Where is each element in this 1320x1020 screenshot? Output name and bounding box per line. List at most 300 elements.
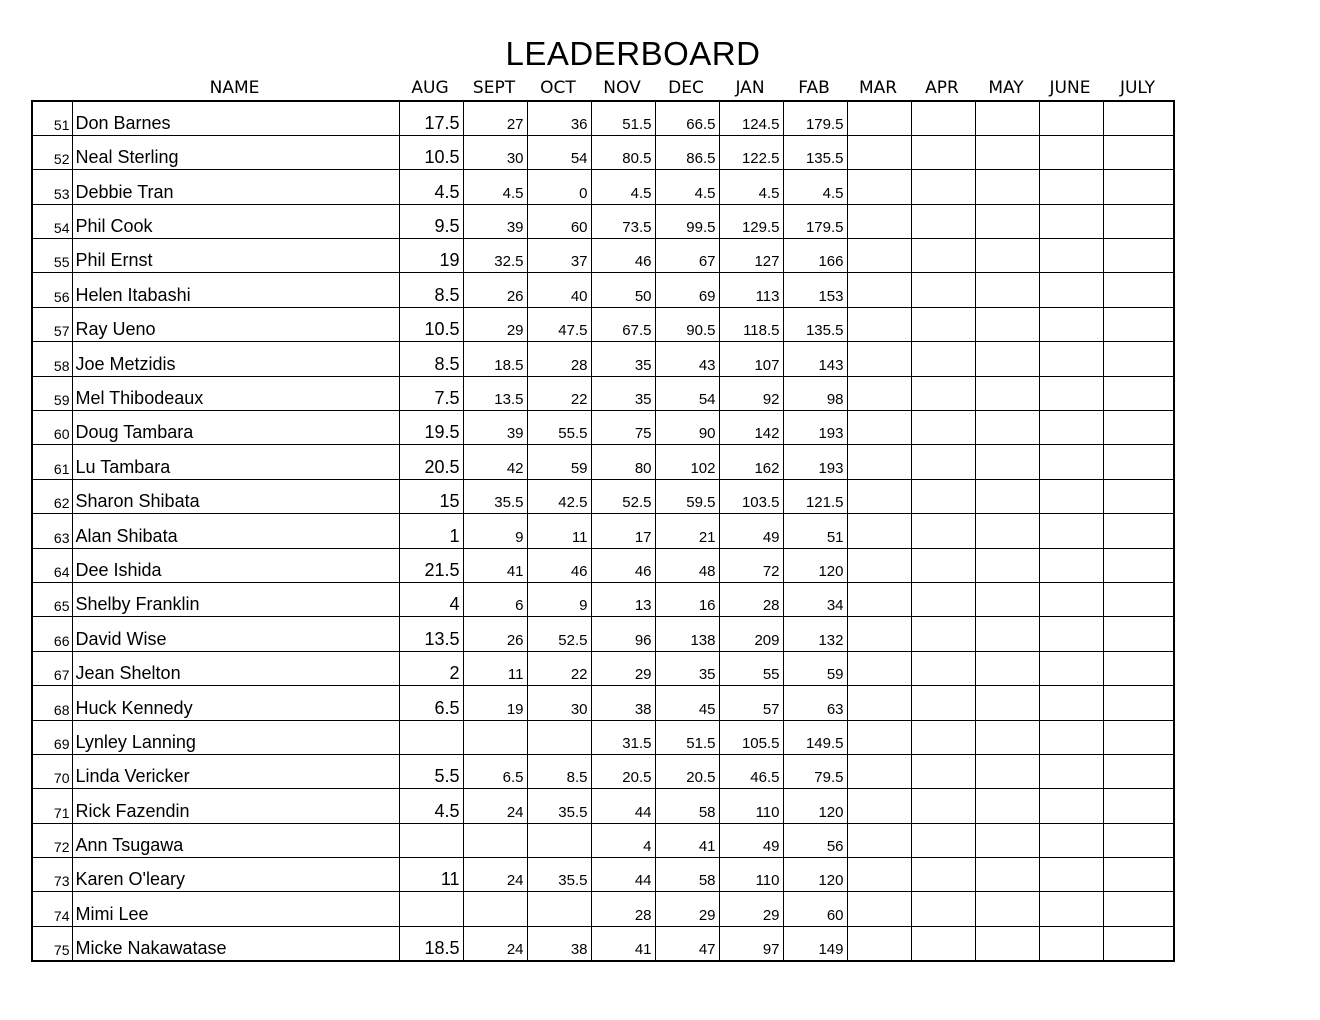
score-cell-mar <box>847 411 911 445</box>
score-cell-apr <box>911 892 975 926</box>
score-cell-may <box>975 445 1039 479</box>
score-cell-jan: 28 <box>719 582 783 616</box>
score-cell-july <box>1103 926 1174 960</box>
table-row <box>32 170 1174 204</box>
score-cell-july <box>1103 445 1174 479</box>
score-cell-jan: 29 <box>719 892 783 926</box>
score-cell-sept: 24 <box>463 926 527 960</box>
score-cell-apr <box>911 514 975 548</box>
score-cell-jan: 127 <box>719 239 783 273</box>
score-cell-aug: 1 <box>399 514 463 548</box>
score-cell-mar <box>847 342 911 376</box>
score-cell-july <box>1103 651 1174 685</box>
score-cell-dec: 138 <box>655 617 719 651</box>
score-cell-sept: 26 <box>463 617 527 651</box>
score-cell-sept: 39 <box>463 204 527 238</box>
score-cell-nov: 4.5 <box>591 170 655 204</box>
score-cell-nov: 44 <box>591 789 655 823</box>
score-cell-dec: 99.5 <box>655 204 719 238</box>
score-cell-mar <box>847 754 911 788</box>
score-cell-nov: 35 <box>591 342 655 376</box>
score-cell-nov: 41 <box>591 926 655 960</box>
table-row <box>32 926 1174 960</box>
score-cell-may <box>975 411 1039 445</box>
score-cell-july <box>1103 170 1174 204</box>
score-cell-dec: 90 <box>655 411 719 445</box>
score-cell-nov: 80.5 <box>591 135 655 169</box>
score-cell-aug: 4.5 <box>399 170 463 204</box>
score-cell-fab: 149 <box>783 926 847 960</box>
score-cell-nov: 46 <box>591 548 655 582</box>
score-cell-apr <box>911 789 975 823</box>
score-cell-dec: 67 <box>655 239 719 273</box>
score-cell-jan: 72 <box>719 548 783 582</box>
score-cell-jan: 110 <box>719 789 783 823</box>
score-cell-apr <box>911 479 975 513</box>
score-cell-fab: 51 <box>783 514 847 548</box>
column-header-oct: OCT <box>540 78 576 98</box>
column-header-may: MAY <box>988 78 1024 98</box>
score-cell-june <box>1039 651 1103 685</box>
score-cell-june <box>1039 858 1103 892</box>
score-cell-fab: 135.5 <box>783 135 847 169</box>
score-cell-jan: 92 <box>719 376 783 410</box>
score-cell-aug <box>399 892 463 926</box>
score-cell-june <box>1039 170 1103 204</box>
score-cell-jan: 122.5 <box>719 135 783 169</box>
score-cell-dec: 59.5 <box>655 479 719 513</box>
score-cell-apr <box>911 170 975 204</box>
score-cell-may <box>975 754 1039 788</box>
score-cell-june <box>1039 789 1103 823</box>
score-cell-aug: 9.5 <box>399 204 463 238</box>
score-cell-july <box>1103 617 1174 651</box>
score-cell-may <box>975 101 1039 135</box>
score-cell-sept: 26 <box>463 273 527 307</box>
score-cell-apr <box>911 445 975 479</box>
score-cell-jan: 105.5 <box>719 720 783 754</box>
score-cell-sept: 18.5 <box>463 342 527 376</box>
table-row <box>32 342 1174 376</box>
score-cell-oct: 52.5 <box>527 617 591 651</box>
score-cell-dec: 54 <box>655 376 719 410</box>
score-cell-june <box>1039 135 1103 169</box>
score-cell-june <box>1039 239 1103 273</box>
score-cell-july <box>1103 582 1174 616</box>
score-cell-oct: 54 <box>527 135 591 169</box>
score-cell-mar <box>847 514 911 548</box>
score-cell-dec: 90.5 <box>655 307 719 341</box>
score-cell-may <box>975 686 1039 720</box>
score-cell-may <box>975 858 1039 892</box>
score-cell-dec: 21 <box>655 514 719 548</box>
score-cell-sept: 4.5 <box>463 170 527 204</box>
score-cell-fab: 193 <box>783 445 847 479</box>
score-cell-fab: 135.5 <box>783 307 847 341</box>
table-row <box>32 582 1174 616</box>
column-header-aug: AUG <box>411 78 449 98</box>
score-cell-oct: 60 <box>527 204 591 238</box>
score-cell-jan: 46.5 <box>719 754 783 788</box>
score-cell-mar <box>847 479 911 513</box>
score-cell-oct <box>527 892 591 926</box>
player-name-cell: Alan Shibata <box>72 514 399 548</box>
score-cell-nov: 29 <box>591 651 655 685</box>
table-row <box>32 617 1174 651</box>
score-cell-oct: 9 <box>527 582 591 616</box>
score-cell-fab: 34 <box>783 582 847 616</box>
score-cell-jan: 57 <box>719 686 783 720</box>
score-cell-oct: 37 <box>527 239 591 273</box>
score-cell-mar <box>847 239 911 273</box>
player-name-cell: Dee Ishida <box>72 548 399 582</box>
score-cell-oct: 46 <box>527 548 591 582</box>
score-cell-dec: 86.5 <box>655 135 719 169</box>
score-cell-apr <box>911 823 975 857</box>
table-row <box>32 101 1174 135</box>
score-cell-apr <box>911 342 975 376</box>
score-cell-june <box>1039 411 1103 445</box>
row-number: 58 <box>32 342 72 376</box>
score-cell-july <box>1103 273 1174 307</box>
score-cell-dec: 51.5 <box>655 720 719 754</box>
score-cell-oct: 30 <box>527 686 591 720</box>
score-cell-mar <box>847 651 911 685</box>
score-cell-mar <box>847 548 911 582</box>
score-cell-aug: 4 <box>399 582 463 616</box>
score-cell-june <box>1039 342 1103 376</box>
score-cell-may <box>975 582 1039 616</box>
score-cell-sept: 24 <box>463 789 527 823</box>
score-cell-jan: 49 <box>719 514 783 548</box>
score-cell-aug <box>399 823 463 857</box>
score-cell-mar <box>847 582 911 616</box>
score-cell-sept: 27 <box>463 101 527 135</box>
row-number: 52 <box>32 135 72 169</box>
column-header-fab: FAB <box>798 78 830 98</box>
score-cell-mar <box>847 858 911 892</box>
score-cell-nov: 67.5 <box>591 307 655 341</box>
player-name-cell: Huck Kennedy <box>72 686 399 720</box>
table-row <box>32 686 1174 720</box>
score-cell-may <box>975 239 1039 273</box>
score-cell-dec: 48 <box>655 548 719 582</box>
score-cell-dec: 45 <box>655 686 719 720</box>
score-cell-aug: 4.5 <box>399 789 463 823</box>
score-cell-july <box>1103 307 1174 341</box>
score-cell-july <box>1103 686 1174 720</box>
player-name-cell: Joe Metzidis <box>72 342 399 376</box>
score-cell-jan: 162 <box>719 445 783 479</box>
score-cell-july <box>1103 548 1174 582</box>
score-cell-july <box>1103 823 1174 857</box>
score-cell-mar <box>847 376 911 410</box>
score-cell-oct: 40 <box>527 273 591 307</box>
column-header-jan: JAN <box>735 78 765 98</box>
player-name-cell: Ray Ueno <box>72 307 399 341</box>
score-cell-june <box>1039 754 1103 788</box>
score-cell-may <box>975 204 1039 238</box>
score-cell-apr <box>911 754 975 788</box>
score-cell-july <box>1103 376 1174 410</box>
table-row <box>32 548 1174 582</box>
score-cell-apr <box>911 858 975 892</box>
table-row <box>32 789 1174 823</box>
table-row <box>32 514 1174 548</box>
score-cell-aug: 18.5 <box>399 926 463 960</box>
score-cell-mar <box>847 101 911 135</box>
row-number: 73 <box>32 858 72 892</box>
score-cell-oct: 35.5 <box>527 858 591 892</box>
row-number: 67 <box>32 651 72 685</box>
score-cell-fab: 120 <box>783 548 847 582</box>
leaderboard-table <box>31 100 1175 962</box>
score-cell-sept: 29 <box>463 307 527 341</box>
score-cell-oct: 59 <box>527 445 591 479</box>
score-cell-june <box>1039 445 1103 479</box>
table-row <box>32 754 1174 788</box>
score-cell-may <box>975 720 1039 754</box>
table-row <box>32 204 1174 238</box>
score-cell-aug: 2 <box>399 651 463 685</box>
score-cell-apr <box>911 376 975 410</box>
score-cell-nov: 31.5 <box>591 720 655 754</box>
score-cell-june <box>1039 892 1103 926</box>
table-row <box>32 239 1174 273</box>
player-name-cell: Shelby Franklin <box>72 582 399 616</box>
score-cell-aug: 11 <box>399 858 463 892</box>
score-cell-oct: 55.5 <box>527 411 591 445</box>
score-cell-oct: 11 <box>527 514 591 548</box>
row-number: 70 <box>32 754 72 788</box>
score-cell-dec: 43 <box>655 342 719 376</box>
table-row <box>32 273 1174 307</box>
column-header-nov: NOV <box>603 78 641 98</box>
score-cell-fab: 179.5 <box>783 101 847 135</box>
score-cell-nov: 80 <box>591 445 655 479</box>
row-number: 62 <box>32 479 72 513</box>
score-cell-fab: 166 <box>783 239 847 273</box>
score-cell-apr <box>911 135 975 169</box>
score-cell-june <box>1039 686 1103 720</box>
score-cell-oct: 8.5 <box>527 754 591 788</box>
score-cell-nov: 13 <box>591 582 655 616</box>
player-name-cell: Linda Vericker <box>72 754 399 788</box>
score-cell-may <box>975 514 1039 548</box>
score-cell-oct: 0 <box>527 170 591 204</box>
player-name-cell: Micke Nakawatase <box>72 926 399 960</box>
score-cell-aug: 10.5 <box>399 307 463 341</box>
score-cell-june <box>1039 823 1103 857</box>
score-cell-may <box>975 135 1039 169</box>
score-cell-july <box>1103 479 1174 513</box>
score-cell-sept: 24 <box>463 858 527 892</box>
player-name-cell: Helen Itabashi <box>72 273 399 307</box>
score-cell-oct: 42.5 <box>527 479 591 513</box>
score-cell-oct: 28 <box>527 342 591 376</box>
row-number: 69 <box>32 720 72 754</box>
score-cell-aug: 6.5 <box>399 686 463 720</box>
score-cell-fab: 98 <box>783 376 847 410</box>
score-cell-may <box>975 170 1039 204</box>
score-cell-dec: 4.5 <box>655 170 719 204</box>
column-header-july: JULY <box>1119 78 1156 98</box>
score-cell-sept: 30 <box>463 135 527 169</box>
score-cell-jan: 118.5 <box>719 307 783 341</box>
score-cell-may <box>975 376 1039 410</box>
score-cell-fab: 63 <box>783 686 847 720</box>
row-number: 75 <box>32 926 72 960</box>
score-cell-dec: 47 <box>655 926 719 960</box>
score-cell-oct: 22 <box>527 376 591 410</box>
score-cell-june <box>1039 582 1103 616</box>
score-cell-june <box>1039 926 1103 960</box>
score-cell-dec: 58 <box>655 858 719 892</box>
score-cell-fab: 179.5 <box>783 204 847 238</box>
score-cell-oct: 47.5 <box>527 307 591 341</box>
score-cell-aug: 8.5 <box>399 342 463 376</box>
score-cell-jan: 110 <box>719 858 783 892</box>
score-cell-mar <box>847 892 911 926</box>
score-cell-jan: 107 <box>719 342 783 376</box>
score-cell-aug: 7.5 <box>399 376 463 410</box>
player-name-cell: Neal Sterling <box>72 135 399 169</box>
row-number: 64 <box>32 548 72 582</box>
table-row <box>32 479 1174 513</box>
player-name-cell: Debbie Tran <box>72 170 399 204</box>
score-cell-may <box>975 789 1039 823</box>
score-cell-fab: 59 <box>783 651 847 685</box>
score-cell-apr <box>911 548 975 582</box>
score-cell-jan: 97 <box>719 926 783 960</box>
score-cell-mar <box>847 170 911 204</box>
score-cell-mar <box>847 720 911 754</box>
score-cell-aug: 13.5 <box>399 617 463 651</box>
column-header-apr: APR <box>925 78 959 98</box>
score-cell-sept: 13.5 <box>463 376 527 410</box>
table-row <box>32 823 1174 857</box>
score-cell-jan: 55 <box>719 651 783 685</box>
score-cell-july <box>1103 720 1174 754</box>
row-number: 74 <box>32 892 72 926</box>
row-number: 71 <box>32 789 72 823</box>
score-cell-mar <box>847 789 911 823</box>
score-cell-july <box>1103 892 1174 926</box>
table-row <box>32 858 1174 892</box>
score-cell-july <box>1103 239 1174 273</box>
score-cell-sept <box>463 823 527 857</box>
score-cell-sept: 11 <box>463 651 527 685</box>
table-row <box>32 720 1174 754</box>
score-cell-dec: 69 <box>655 273 719 307</box>
score-cell-fab: 149.5 <box>783 720 847 754</box>
score-cell-sept: 6 <box>463 582 527 616</box>
score-cell-nov: 28 <box>591 892 655 926</box>
score-cell-fab: 153 <box>783 273 847 307</box>
score-cell-sept: 39 <box>463 411 527 445</box>
score-cell-fab: 121.5 <box>783 479 847 513</box>
score-cell-fab: 60 <box>783 892 847 926</box>
score-cell-nov: 96 <box>591 617 655 651</box>
score-cell-apr <box>911 926 975 960</box>
player-name-cell: Rick Fazendin <box>72 789 399 823</box>
score-cell-june <box>1039 514 1103 548</box>
score-cell-apr <box>911 651 975 685</box>
score-cell-aug: 5.5 <box>399 754 463 788</box>
score-cell-june <box>1039 204 1103 238</box>
row-number: 54 <box>32 204 72 238</box>
score-cell-oct: 22 <box>527 651 591 685</box>
score-cell-july <box>1103 101 1174 135</box>
score-cell-june <box>1039 273 1103 307</box>
score-cell-jan: 4.5 <box>719 170 783 204</box>
player-name-cell: Don Barnes <box>72 101 399 135</box>
score-cell-july <box>1103 342 1174 376</box>
score-cell-sept <box>463 720 527 754</box>
score-cell-nov: 35 <box>591 376 655 410</box>
score-cell-dec: 35 <box>655 651 719 685</box>
score-cell-fab: 4.5 <box>783 170 847 204</box>
score-cell-oct <box>527 823 591 857</box>
score-cell-jan: 129.5 <box>719 204 783 238</box>
score-cell-may <box>975 892 1039 926</box>
table-row <box>32 307 1174 341</box>
column-header-sept: SEPT <box>472 78 516 98</box>
score-cell-june <box>1039 479 1103 513</box>
score-cell-fab: 120 <box>783 789 847 823</box>
score-cell-mar <box>847 307 911 341</box>
player-name-cell: Jean Shelton <box>72 651 399 685</box>
score-cell-oct: 38 <box>527 926 591 960</box>
score-cell-mar <box>847 204 911 238</box>
score-cell-fab: 193 <box>783 411 847 445</box>
row-number: 51 <box>32 101 72 135</box>
row-number: 61 <box>32 445 72 479</box>
score-cell-dec: 16 <box>655 582 719 616</box>
score-cell-nov: 44 <box>591 858 655 892</box>
column-header-dec: DEC <box>668 78 704 98</box>
score-cell-apr <box>911 204 975 238</box>
score-cell-nov: 73.5 <box>591 204 655 238</box>
score-cell-fab: 132 <box>783 617 847 651</box>
score-cell-june <box>1039 720 1103 754</box>
player-name-cell: Lu Tambara <box>72 445 399 479</box>
score-cell-june <box>1039 617 1103 651</box>
score-cell-mar <box>847 926 911 960</box>
score-cell-apr <box>911 307 975 341</box>
score-cell-july <box>1103 858 1174 892</box>
score-cell-sept: 6.5 <box>463 754 527 788</box>
score-cell-jan: 49 <box>719 823 783 857</box>
score-cell-sept: 42 <box>463 445 527 479</box>
score-cell-apr <box>911 273 975 307</box>
score-cell-may <box>975 479 1039 513</box>
score-cell-sept <box>463 892 527 926</box>
score-cell-dec: 102 <box>655 445 719 479</box>
score-cell-jan: 209 <box>719 617 783 651</box>
score-cell-sept: 32.5 <box>463 239 527 273</box>
column-header-june: JUNE <box>1049 78 1091 98</box>
score-cell-sept: 41 <box>463 548 527 582</box>
score-cell-nov: 20.5 <box>591 754 655 788</box>
player-name-cell: David Wise <box>72 617 399 651</box>
score-cell-apr <box>911 239 975 273</box>
row-number: 66 <box>32 617 72 651</box>
player-name-cell: Phil Ernst <box>72 239 399 273</box>
table-row <box>32 135 1174 169</box>
score-cell-mar <box>847 445 911 479</box>
score-cell-aug: 19.5 <box>399 411 463 445</box>
